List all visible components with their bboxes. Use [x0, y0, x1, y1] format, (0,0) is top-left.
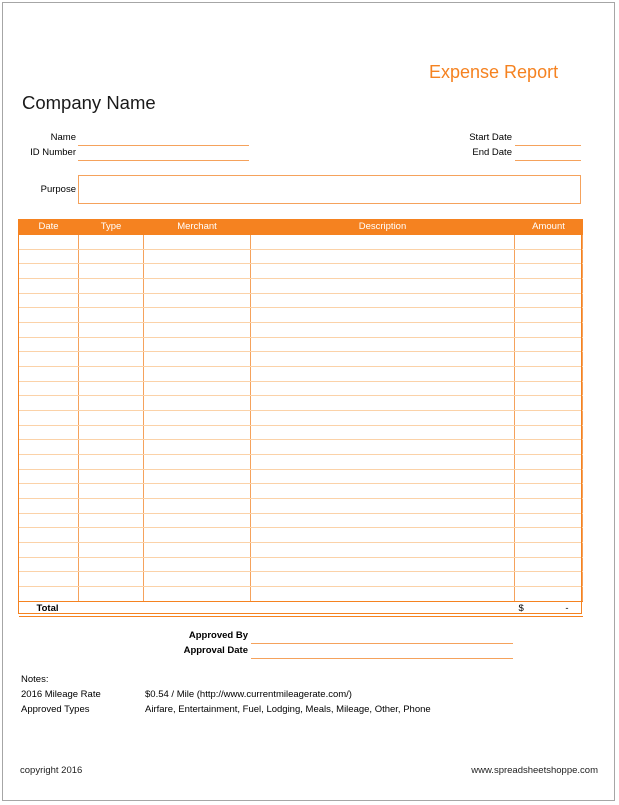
cell-merchant[interactable]: [144, 484, 251, 499]
cell-amount[interactable]: [515, 249, 583, 264]
cell-description[interactable]: [251, 557, 515, 572]
cell-merchant[interactable]: [144, 337, 251, 352]
cell-date[interactable]: [19, 264, 79, 279]
table-row: [19, 337, 583, 352]
cell-merchant[interactable]: [144, 352, 251, 367]
cell-amount[interactable]: [515, 455, 583, 470]
approved-by-field[interactable]: [251, 643, 513, 644]
purpose-field[interactable]: [78, 175, 581, 204]
column-header-date: Date: [19, 220, 79, 235]
table-row: [19, 352, 583, 367]
cell-description[interactable]: [251, 352, 515, 367]
cell-date[interactable]: [19, 396, 79, 411]
column-header-amount: Amount: [515, 220, 583, 235]
cell-type[interactable]: [79, 235, 144, 250]
cell-description[interactable]: [251, 425, 515, 440]
table-row: [19, 396, 583, 411]
cell-description[interactable]: [251, 587, 515, 602]
cell-merchant[interactable]: [144, 513, 251, 528]
cell-type[interactable]: [79, 352, 144, 367]
end-date-label: End Date: [472, 147, 512, 158]
cell-description[interactable]: [251, 396, 515, 411]
cell-date[interactable]: [19, 484, 79, 499]
cell-merchant[interactable]: [144, 455, 251, 470]
cell-amount[interactable]: [515, 293, 583, 308]
cell-date[interactable]: [19, 381, 79, 396]
cell-merchant[interactable]: [144, 308, 251, 323]
cell-date[interactable]: [19, 557, 79, 572]
cell-type[interactable]: [79, 367, 144, 382]
cell-type[interactable]: [79, 513, 144, 528]
cell-date[interactable]: [19, 323, 79, 338]
cell-amount[interactable]: [515, 396, 583, 411]
id-number-field[interactable]: [78, 160, 249, 161]
cell-description[interactable]: [251, 469, 515, 484]
cell-type[interactable]: [79, 337, 144, 352]
cell-description[interactable]: [251, 455, 515, 470]
cell-amount[interactable]: [515, 323, 583, 338]
cell-type[interactable]: [79, 396, 144, 411]
total-amount-cell: [515, 601, 583, 616]
cell-date[interactable]: [19, 352, 79, 367]
cell-merchant[interactable]: [144, 572, 251, 587]
cell-amount[interactable]: [515, 308, 583, 323]
cell-date[interactable]: [19, 279, 79, 294]
cell-type[interactable]: [79, 528, 144, 543]
cell-merchant[interactable]: [144, 396, 251, 411]
total-label: Total: [19, 601, 515, 616]
cell-description[interactable]: [251, 381, 515, 396]
cell-merchant[interactable]: [144, 367, 251, 382]
table-row: [19, 279, 583, 294]
cell-type[interactable]: [79, 572, 144, 587]
table-row: [19, 455, 583, 470]
approved-types-label: Approved Types: [21, 704, 90, 715]
table-row: [19, 440, 583, 455]
company-name: Company Name: [22, 92, 156, 113]
approved-by-label: Approved By: [188, 630, 248, 641]
name-field[interactable]: [78, 145, 249, 146]
cell-amount[interactable]: [515, 367, 583, 382]
notes-heading: Notes:: [21, 674, 49, 685]
mileage-rate-label: 2016 Mileage Rate: [21, 689, 101, 700]
cell-date[interactable]: [19, 469, 79, 484]
website-link[interactable]: www.spreadsheetshoppe.com: [471, 765, 598, 776]
table-row: [19, 308, 583, 323]
cell-description[interactable]: [251, 279, 515, 294]
cell-date[interactable]: [19, 337, 79, 352]
column-header-merchant: Merchant: [144, 220, 251, 235]
cell-description[interactable]: [251, 484, 515, 499]
cell-type[interactable]: [79, 411, 144, 426]
table-row: [19, 425, 583, 440]
cell-type[interactable]: [79, 543, 144, 558]
cell-amount[interactable]: [515, 352, 583, 367]
cell-type[interactable]: [79, 323, 144, 338]
expense-rows: [19, 235, 583, 602]
cell-date[interactable]: [19, 249, 79, 264]
cell-description[interactable]: [251, 235, 515, 250]
approval-date-label: Approval Date: [183, 645, 248, 656]
cell-amount[interactable]: [515, 337, 583, 352]
cell-amount[interactable]: [515, 264, 583, 279]
copyright-text: copyright 2016: [20, 765, 83, 776]
cell-date[interactable]: [19, 308, 79, 323]
id-number-label: ID Number: [30, 147, 76, 158]
cell-date[interactable]: [19, 425, 79, 440]
cell-type[interactable]: [79, 293, 144, 308]
cell-type[interactable]: [79, 455, 144, 470]
cell-description[interactable]: [251, 572, 515, 587]
start-date-label: Start Date: [469, 132, 512, 143]
start-date-field[interactable]: [515, 145, 581, 146]
cell-type[interactable]: [79, 557, 144, 572]
column-header-description: Description: [251, 220, 515, 235]
cell-amount[interactable]: [515, 557, 583, 572]
approved-types-value: Airfare, Entertainment, Fuel, Lodging, Meals, Mileage, Other, Phone: [145, 704, 431, 715]
table-row: [19, 411, 583, 426]
cell-description[interactable]: [251, 323, 515, 338]
cell-merchant[interactable]: [144, 249, 251, 264]
cell-amount[interactable]: [515, 587, 583, 602]
table-row: [19, 572, 583, 587]
cell-merchant[interactable]: [144, 528, 251, 543]
cell-type[interactable]: [79, 249, 144, 264]
cell-date[interactable]: [19, 587, 79, 602]
cell-date[interactable]: [19, 367, 79, 382]
table-row: [19, 249, 583, 264]
cell-description[interactable]: [251, 293, 515, 308]
cell-type[interactable]: [79, 308, 144, 323]
cell-amount[interactable]: [515, 411, 583, 426]
table-row: [19, 484, 583, 499]
cell-type[interactable]: [79, 587, 144, 602]
cell-date[interactable]: [19, 293, 79, 308]
cell-amount[interactable]: [515, 484, 583, 499]
cell-merchant[interactable]: [144, 235, 251, 250]
purpose-label: Purpose: [40, 184, 76, 195]
cell-amount[interactable]: [515, 279, 583, 294]
cell-amount[interactable]: [515, 513, 583, 528]
cell-merchant[interactable]: [144, 469, 251, 484]
table-row: [19, 367, 583, 382]
mileage-rate-value: $0.54 / Mile (http://www.currentmileagerate.com/): [145, 689, 352, 700]
cell-description[interactable]: [251, 543, 515, 558]
cell-amount[interactable]: [515, 499, 583, 514]
cell-description[interactable]: [251, 440, 515, 455]
cell-merchant[interactable]: [144, 499, 251, 514]
cell-type[interactable]: [79, 469, 144, 484]
table-row: [19, 543, 583, 558]
cell-description[interactable]: [251, 411, 515, 426]
cell-description[interactable]: [251, 499, 515, 514]
column-header-type: Type: [79, 220, 144, 235]
cell-merchant[interactable]: [144, 279, 251, 294]
cell-date[interactable]: [19, 411, 79, 426]
cell-amount[interactable]: [515, 528, 583, 543]
cell-description[interactable]: [251, 249, 515, 264]
cell-date[interactable]: [19, 543, 79, 558]
cell-merchant[interactable]: [144, 587, 251, 602]
table-row: [19, 235, 583, 250]
cell-date[interactable]: [19, 455, 79, 470]
cell-merchant[interactable]: [144, 323, 251, 338]
table-row: [19, 499, 583, 514]
cell-description[interactable]: [251, 308, 515, 323]
cell-date[interactable]: [19, 235, 79, 250]
cell-type[interactable]: [79, 425, 144, 440]
table-row: [19, 528, 583, 543]
cell-merchant[interactable]: [144, 293, 251, 308]
cell-type[interactable]: [79, 381, 144, 396]
table-row: [19, 587, 583, 602]
cell-amount[interactable]: [515, 572, 583, 587]
table-row: [19, 264, 583, 279]
table-row: [19, 557, 583, 572]
cell-merchant[interactable]: [144, 440, 251, 455]
cell-type[interactable]: [79, 499, 144, 514]
table-row: [19, 513, 583, 528]
cell-amount[interactable]: [515, 381, 583, 396]
cell-merchant[interactable]: [144, 411, 251, 426]
cell-type[interactable]: [79, 484, 144, 499]
cell-amount[interactable]: [515, 469, 583, 484]
cell-date[interactable]: [19, 572, 79, 587]
table-row: [19, 293, 583, 308]
cell-type[interactable]: [79, 440, 144, 455]
total-currency: $: [518, 602, 524, 614]
table-header-row: [19, 220, 583, 235]
cell-description[interactable]: [251, 367, 515, 382]
cell-merchant[interactable]: [144, 425, 251, 440]
total-row: [19, 601, 583, 616]
cell-merchant[interactable]: [144, 381, 251, 396]
cell-description[interactable]: [251, 528, 515, 543]
report-title: Expense Report: [429, 62, 559, 82]
table-row: [19, 323, 583, 338]
cell-amount[interactable]: [515, 543, 583, 558]
cell-description[interactable]: [251, 513, 515, 528]
cell-description[interactable]: [251, 337, 515, 352]
cell-date[interactable]: [19, 528, 79, 543]
expense-table: [18, 219, 583, 617]
table-row: [19, 469, 583, 484]
cell-date[interactable]: [19, 513, 79, 528]
cell-merchant[interactable]: [144, 557, 251, 572]
cell-date[interactable]: [19, 440, 79, 455]
cell-amount[interactable]: [515, 235, 583, 250]
cell-merchant[interactable]: [144, 543, 251, 558]
cell-merchant[interactable]: [144, 264, 251, 279]
cell-description[interactable]: [251, 264, 515, 279]
cell-date[interactable]: [19, 499, 79, 514]
cell-amount[interactable]: [515, 440, 583, 455]
cell-type[interactable]: [79, 264, 144, 279]
table-row: [19, 381, 583, 396]
cell-type[interactable]: [79, 279, 144, 294]
end-date-field[interactable]: [515, 160, 581, 161]
total-value: -: [565, 602, 569, 614]
cell-amount[interactable]: [515, 425, 583, 440]
approval-date-field[interactable]: [251, 658, 513, 659]
name-label: Name: [50, 132, 76, 143]
